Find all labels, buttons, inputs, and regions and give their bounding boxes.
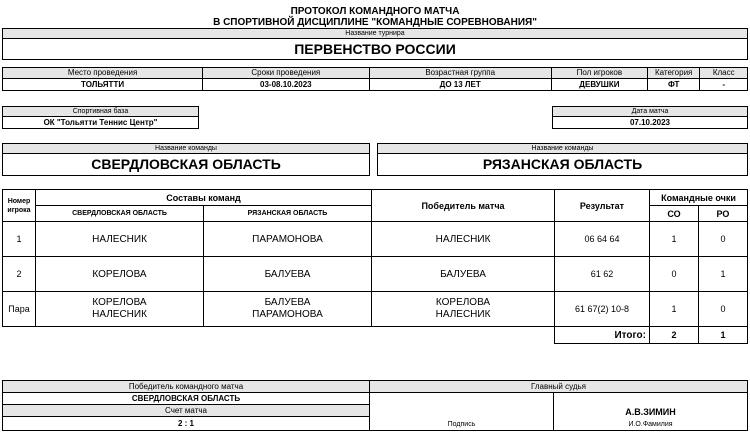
team-winner-label: Победитель командного матча <box>2 380 370 393</box>
venue-box <box>2 106 199 129</box>
referee-name: А.В.ЗИМИН <box>625 407 676 417</box>
protocol-title-line2: В СПОРТИВНОЙ ДИСЦИПЛИНЕ "КОМАНДНЫЕ СОРЕВНОВАНИЯ" <box>213 17 537 28</box>
class-cell <box>700 67 748 91</box>
col-po-header: РО <box>698 205 748 222</box>
signature-label: Подпись <box>447 421 476 428</box>
team2-label: Название команды <box>378 144 747 154</box>
table-row <box>2 291 748 327</box>
dates-value: 03-08.10.2023 <box>260 80 312 89</box>
col-team1-header: СВЕРДЛОВСКАЯ ОБЛАСТЬ <box>35 205 204 222</box>
score-value: 2 : 1 <box>2 416 370 431</box>
signature-cell <box>369 392 554 431</box>
row-winner: КОРЕЛОВА НАЛЕСНИК <box>371 291 555 327</box>
info-row <box>2 67 748 91</box>
col-result-header: Результат <box>554 189 650 222</box>
match-date-value: 07.10.2023 <box>629 118 671 127</box>
row-po: 0 <box>698 291 748 327</box>
place-value: ТОЛЬЯТТИ <box>81 80 125 89</box>
team2-name: РЯЗАНСКАЯ ОБЛАСТЬ <box>482 156 643 172</box>
row-result: 61 67(2) 10-8 <box>554 291 650 327</box>
col-rosters-header: Составы команд <box>35 189 372 206</box>
age-value: ДО 13 ЛЕТ <box>439 80 481 89</box>
row-number: Пара <box>2 291 36 327</box>
row-player-team2: БАЛУЕВА ПАРАМОНОВА <box>203 291 372 327</box>
match-date-box <box>552 106 748 129</box>
row-player-team1: КОРЕЛОВА <box>35 256 204 292</box>
dates-cell <box>203 67 369 91</box>
row-number: 2 <box>2 256 36 292</box>
col-team2-header: РЯЗАНСКАЯ ОБЛАСТЬ <box>203 205 372 222</box>
row-co: 1 <box>649 221 699 257</box>
row-winner: НАЛЕСНИК <box>371 221 555 257</box>
team1-name: СВЕРДЛОВСКАЯ ОБЛАСТЬ <box>91 156 281 172</box>
total-po: 1 <box>698 326 748 344</box>
venue-label: Спортивная база <box>3 107 198 117</box>
referee-label: Главный судья <box>369 380 748 393</box>
col-points-header: Командные очки <box>649 189 748 206</box>
col-number-header: Номер игрока <box>2 189 36 222</box>
category-label: Категория <box>648 68 700 79</box>
row-po: 1 <box>698 256 748 292</box>
row-number: 1 <box>2 221 36 257</box>
place-label: Место проведения <box>3 68 202 79</box>
gender-label: Пол игроков <box>552 68 647 79</box>
row-co: 1 <box>649 291 699 327</box>
class-value: - <box>722 80 726 89</box>
row-winner: БАЛУЕВА <box>371 256 555 292</box>
protocol-title-line1: ПРОТОКОЛ КОМАНДНОГО МАТЧА <box>290 6 460 17</box>
team1-label: Название команды <box>3 144 369 154</box>
row-player-team1: КОРЕЛОВА НАЛЕСНИК <box>35 291 204 327</box>
tournament-box <box>2 28 748 60</box>
venue-value: ОК "Тольятти Теннис Центр" <box>43 118 158 127</box>
row-player-team2: ПАРАМОНОВА <box>203 221 372 257</box>
row-result: 06 64 64 <box>554 221 650 257</box>
tournament-name: ПЕРВЕНСТВО РОССИИ <box>294 41 456 57</box>
category-value: ФТ <box>667 80 680 89</box>
referee-name-label: И.О.Фамилия <box>628 421 673 428</box>
tournament-label: Название турнира <box>3 29 747 39</box>
row-result: 61 62 <box>554 256 650 292</box>
gender-value: ДЕВУШКИ <box>579 80 620 89</box>
team1-box <box>2 143 370 176</box>
col-co-header: СО <box>649 205 699 222</box>
score-label: Счет матча <box>2 404 370 417</box>
table-row <box>2 256 748 292</box>
place-cell <box>2 67 203 91</box>
totals-row <box>2 326 748 344</box>
team2-box <box>377 143 748 176</box>
table-row <box>2 221 748 257</box>
match-date-label: Дата матча <box>553 107 747 117</box>
row-player-team2: БАЛУЕВА <box>203 256 372 292</box>
class-label: Класс <box>700 68 747 79</box>
footer-block <box>2 380 748 434</box>
total-label: Итого: <box>554 326 650 344</box>
gender-cell <box>552 67 648 91</box>
col-winner-header: Победитель матча <box>371 189 555 222</box>
category-cell <box>648 67 701 91</box>
age-label: Возрастная группа <box>370 68 551 79</box>
age-cell <box>370 67 552 91</box>
total-co: 2 <box>649 326 699 344</box>
row-po: 0 <box>698 221 748 257</box>
row-co: 0 <box>649 256 699 292</box>
referee-name-cell <box>553 392 748 431</box>
team-winner-value: СВЕРДЛОВСКАЯ ОБЛАСТЬ <box>2 392 370 405</box>
dates-label: Сроки проведения <box>203 68 368 79</box>
results-table <box>2 189 748 344</box>
row-player-team1: НАЛЕСНИК <box>35 221 204 257</box>
